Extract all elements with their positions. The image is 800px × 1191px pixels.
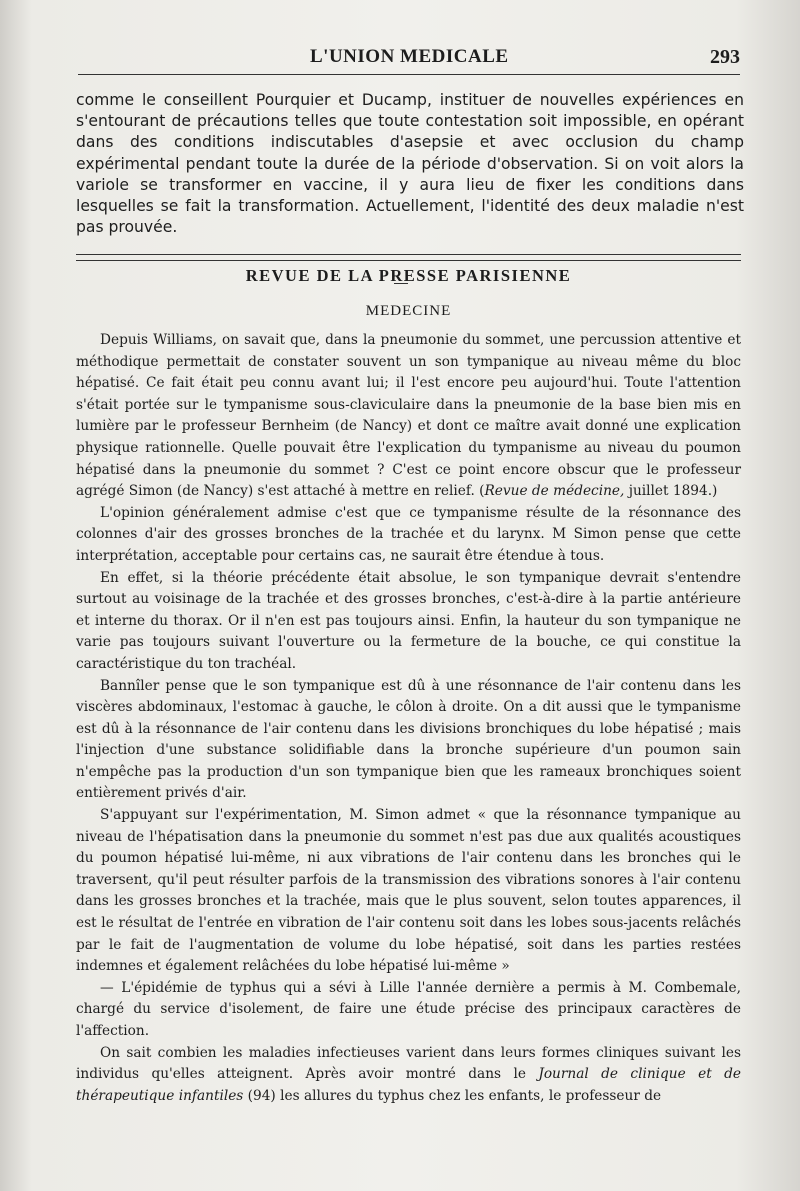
running-header [78,44,740,72]
paragraph: Bannîler pense que le son tympanique est dû à une résonnance de l'air contenu dans les viscères abdominaux, l'estomac à gauche, le côlon à droite. On a dit aussi que le tympanisme est dû à la résonnance de l'air contenu dans les divisions bronchiques du lobe hépatisé ; mais l'injection d'une substance solidifiable dans la bronche supérieure d'un poumon sain n'empêche pas la production d'un son tympanique bien que les rameaux bronchiques soient entièrement privés d'air. [76,677,741,802]
lead-paragraph: comme le conseillent Pourquier et Ducamp, instituer de nouvelles expériences en s'entourant de précautions telles que toute contestation soit impossible, en opérant dans des conditions indiscutables d'asepsie et avec occlusion du champ expérimental pendant toute la durée de la période d'observation. Si on voit alors la variole se transformer en vaccine, il y aura lieu de fixer les conditions dans lesquelles se fait la transformation. Actuellement, l'identité des deux maladie n'est pas prouvée. [76,91,744,237]
paragraph: S'appuyant sur l'expérimentation, M. Simon admet « que la résonnance tympanique au niveau de l'hépatisation dans la pneumonie du sommet n'est pas due aux qualités acoustiques du poumon hépatisé lui-même, ni aux vibrations de l'air contenu dans les bronches qui le traversent, qu'il peut résulter parfois de la transmission des vibrations sonores à l'air contenu dans les grosses bronches et la trachée, mais que le plus souvent, selon toutes apparences, il est le résultat de l'entrée en vibration de l'air contenu soit dans les lobes sous-jacents relâchés par le fait de l'augmentation de volume du lobe hépatisé, soit dans les parties restées indemnes et également relâchées du lobe hépatisé lui-même » [76,807,741,975]
paragraph-text: On sait combien les maladies infectieuses varient dans leurs formes cliniques suivant les individus qu'elles atteignent. Après avoir montré dans le [76,1044,741,1083]
paragraph-text: (94) les allures du typhus chez les enfants, le professeur de [243,1087,662,1104]
paragraph: — L'épidémie de typhus qui a sévi à Lille l'année dernière a permis à M. Combemale, chargé du service d'isolement, de faire une étude précise des principaux caractères de l'affection. [76,979,741,1039]
paragraph-text: Depuis Williams, on savait que, dans la pneumonie du sommet, une percussion attentive et méthodique permettait de constater souvent un son tympanique au niveau même du bloc hépatisé. Ce fait était peu connu avant lui; il l'est encore peu aujourd'hui. Toute l'attention s'était portée sur le tympanisme sous-claviculaire dans la pneumonie de la base bien mis en lumière par le professeur Bernheim (de Nancy) et dont ce maître avait donné une explication physique rationnelle. Quelle pouvait être l'explication du tympanisme au niveau du poumon hépatisé dans la pneumonie du sommet ? C'est ce point encore obscur que le professeur agrégé Simon (de Nancy) s'est attaché à mettre en relief. ( [76,332,741,500]
citation: Journal de clinique et de thérapeutique infantiles [76,1066,741,1104]
section-title: REVUE DE LA PRESSE PARISIENNE [245,266,572,285]
subsection-title: MEDECINE [365,303,452,319]
article-body [76,330,741,1107]
paragraph-text: juillet 1894.) [624,483,718,500]
header-rule [78,74,740,75]
paragraph [76,330,741,503]
section-double-rule [76,254,741,261]
journal-title: L'UNION MEDICALE [310,46,509,67]
section-dash [394,283,408,284]
paragraph [76,1043,741,1108]
lead-text [76,90,744,238]
citation: Revue de médecine, [484,483,625,500]
page-number: 293 [710,46,740,68]
paragraph: En effet, si la théorie précédente était absolue, le son tympanique devrait s'entendre surtout au voisinage de la trachée et des grosses bronches, c'est-à-dire à la partie antérieure et interne du thorax. Or il n'en est pas toujours ainsi. Enfin, la hauteur du son tympanique ne varie pas toujours suivant l'ouverture ou la fermeture de la bouche, ce qui constitue la caractéristique du ton trachéal. [76,569,741,672]
paragraph: L'opinion généralement admise c'est que ce tympanisme résulte de la résonnance des colonnes d'air des grosses bronches de la trachée et du larynx. M Simon pense que cette interprétation, acceptable pour certains cas, ne saurait être étendue à tous. [76,504,741,564]
